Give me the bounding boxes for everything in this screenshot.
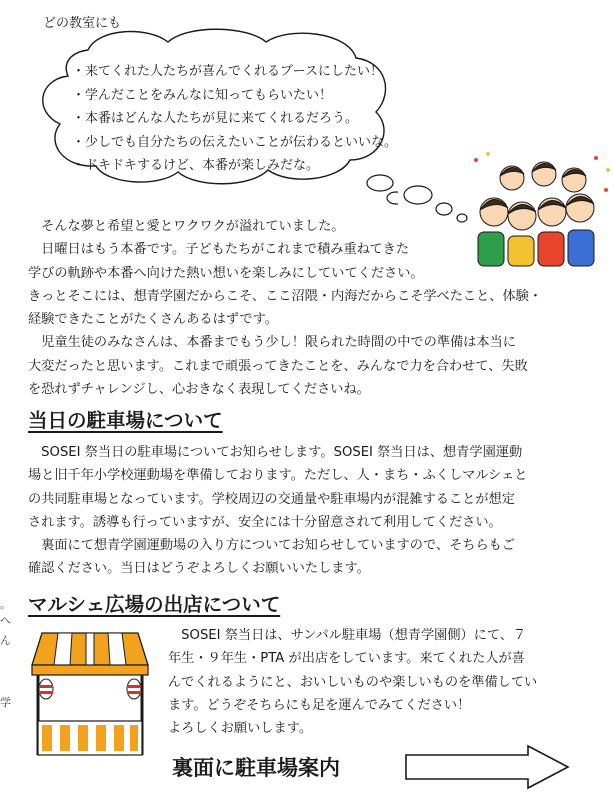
marche-paragraph: [168, 624, 537, 740]
list-item: ・学んだことをみんなに知ってもらいたい！: [72, 87, 333, 103]
edge-glyph: 。: [0, 598, 11, 611]
marche-heading: マルシェ広場の出店について: [28, 593, 281, 616]
intro-paragraph: [28, 215, 542, 401]
paragraph-line: 大変だったと思います。これまで頑張ってきたことを、みんなで力を合わせて、失敗: [28, 358, 528, 374]
paragraph-line: んでくれるようにと、おいしいものや楽しいものを準備してい: [168, 674, 538, 690]
paragraph-line: を恐れずチャレンジし、心おきなく表現してくださいね。: [28, 382, 370, 398]
paragraph-line: ます。どうぞそちらにも足を運んでみてください！: [168, 697, 471, 713]
market-stall-icon: [28, 625, 152, 757]
paragraph-line: されます。誘導も行っていますが、安全には十分留意されて利用してください。: [28, 514, 502, 530]
list-item: ・来てくれた人たちが喜んでくれるブースにしたい！: [72, 64, 383, 79]
list-item: ・少しでも自分たちの伝えたいことが伝わるといいな。: [72, 134, 398, 150]
edge-glyph: へ: [0, 614, 11, 627]
paragraph-line: そんな夢と希望と愛とワクワクが溢れていました。: [28, 219, 345, 234]
paragraph-line: きっとそこには、想青学園だからこそ、ここ沼隈・内海だからこそ学べたこと、体験・: [28, 288, 543, 304]
paragraph-line: 学びの軌跡や本番へ向けた熱い想いを楽しみにしていてください。: [28, 265, 424, 281]
paragraph-line: SOSEI 祭当日は、サンパル駐車場（想青学園側）にて、７: [168, 628, 527, 643]
back-page-parking-notice: 裏面に駐車場案内: [172, 756, 340, 780]
paragraph-line: よろしくお願いします。: [168, 721, 313, 737]
paragraph-line: 年生・９年生・PTA が出店をしています。来てくれた人が喜: [168, 651, 525, 667]
paragraph-line: 裏面にて想青学園運動場の入り方についてお知らせしていますので、そちらもご: [28, 538, 516, 554]
paragraph-line: 経験できたことがたくさんあるはずです。: [28, 312, 278, 328]
paragraph-line: の共同駐車場となっています。学校周辺の交通量や駐車場内が混雑することが想定: [28, 491, 515, 507]
paragraph-line: 日曜日はもう本番です。子どもたちがこれまで積み重ねてきた: [28, 242, 410, 258]
intro-label: どの教室にも: [43, 16, 122, 31]
right-arrow-icon: [402, 744, 572, 790]
parking-paragraph: [28, 441, 527, 581]
list-item: ・本番はどんな人たちが見に来てくれるだろう。: [72, 111, 359, 126]
edge-glyph: 学: [0, 696, 11, 709]
thought-bullet-list: [72, 60, 397, 178]
paragraph-line: 場と旧千年小学校運動場を準備しております。ただし、人・まち・ふくしマルシェと: [28, 468, 528, 484]
paragraph-line: SOSEI 祭当日の駐車場についてお知らせします。SOSEI 祭当日は、想青学園運動: [28, 445, 523, 460]
paragraph-line: 確認ください。当日はどうぞよろしくお願いいたします。: [28, 561, 370, 577]
edge-glyph: ん: [0, 634, 11, 647]
parking-heading: 当日の駐車場について: [28, 409, 223, 432]
list-item: ・ドキドキするけど、本番が楽しみだな。: [72, 158, 320, 173]
paragraph-line: 児童生徒のみなさんは、本番までもう少し！限られた時間の中での準備は本当に: [28, 335, 516, 351]
